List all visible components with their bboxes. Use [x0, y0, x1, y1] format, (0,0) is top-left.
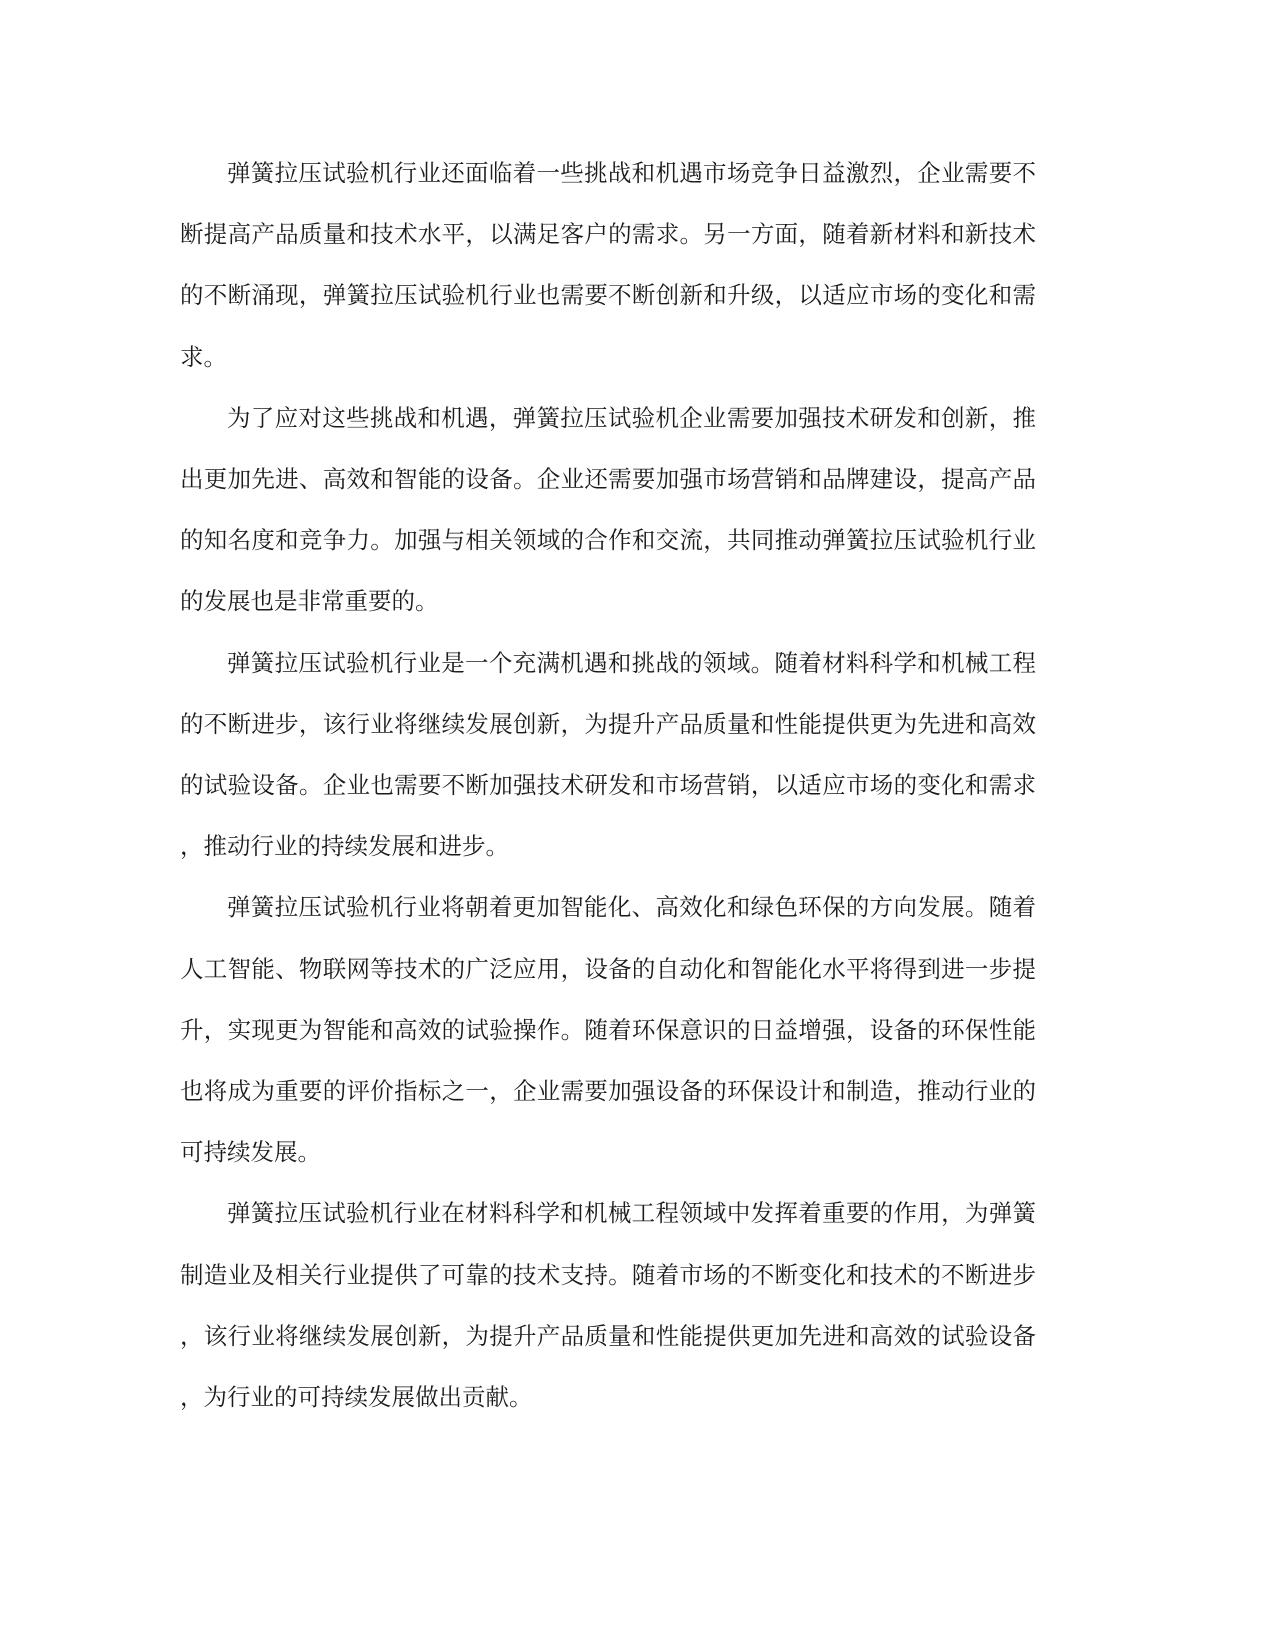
- paragraph-1: 弹簧拉压试验机行业还面临着一些挑战和机遇市场竞争日益激烈，企业需要不断提高产品质量和技术水平，以满足客户的需求。另一方面，随着新材料和新技术的不断涌现，弹簧拉压试验机行业也需要不断创新和升级，以适应市场的变化和需求。: [180, 159, 1036, 371]
- paragraph-5: 弹簧拉压试验机行业在材料科学和机械工程领域中发挥着重要的作用，为弹簧制造业及相关行业提供了可靠的技术支持。随着市场的不断变化和技术的不断进步，该行业将继续发展创新，为提升产品质量和性能提供更加先进和高效的试验设备，为行业的可持续发展做出贡献。: [180, 1199, 1036, 1412]
- paragraph-2: 为了应对这些挑战和机遇，弹簧拉压试验机企业需要加强技术研发和创新，推出更加先进、高效和智能的设备。企业还需要加强市场营销和品牌建设，提高产品的知名度和竞争力。加强与相关领域的合作和交流，共同推动弹簧拉压试验机行业的发展也是非常重要的。: [180, 403, 1036, 616]
- paragraph-4: 弹簧拉压试验机行业将朝着更加智能化、高效化和绿色环保的方向发展。随着人工智能、物联网等技术的广泛应用，设备的自动化和智能化水平将得到进一步提升，实现更为智能和高效的试验操作。随着环保意识的日益增强，设备的环保性能也将成为重要的评价指标之一，企业需要加强设备的环保设计和制造，推动行业的可持续发展。: [180, 893, 1036, 1167]
- paragraph-3: 弹簧拉压试验机行业是一个充满机遇和挑战的领域。随着材料科学和机械工程的不断进步，该行业将继续发展创新，为提升产品质量和性能提供更为先进和高效的试验设备。企业也需要不断加强技术研发和市场营销，以适应市场的变化和需求，推动行业的持续发展和进步。: [180, 648, 1036, 861]
- document-body: [180, 143, 1036, 1428]
